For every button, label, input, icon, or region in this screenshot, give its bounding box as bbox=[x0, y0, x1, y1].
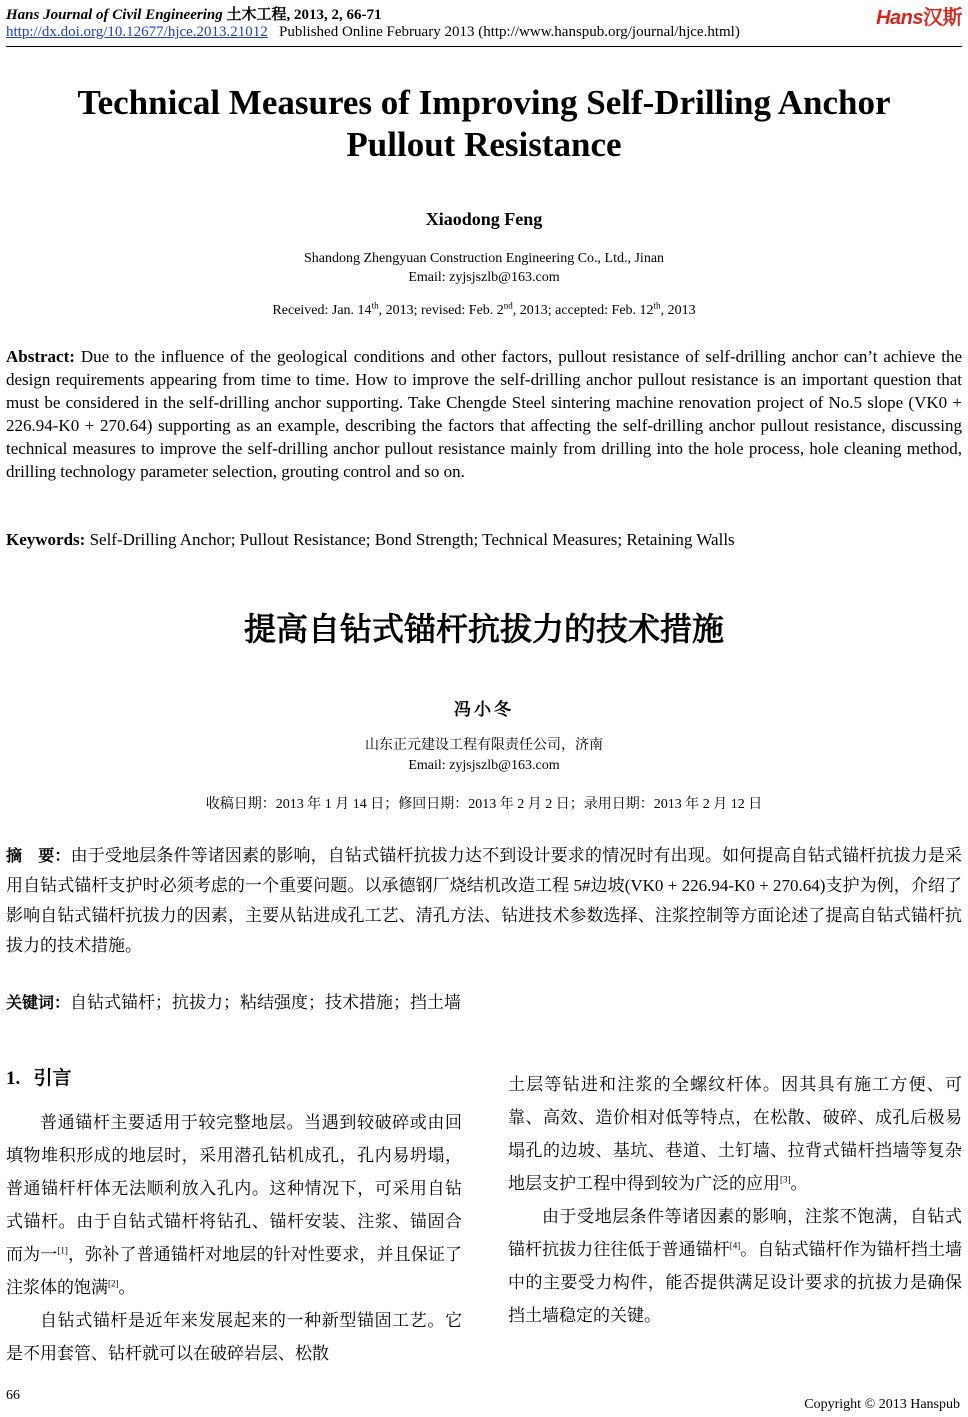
journal-header bbox=[6, 3, 381, 24]
hans-logo: Hans汉斯 bbox=[876, 7, 962, 29]
abstract-cn bbox=[6, 841, 962, 961]
paper-title-cn: 提高自钻式锚杆抗拔力的技术措施 bbox=[243, 610, 724, 648]
journal-name-cn: 土木工程 bbox=[226, 7, 287, 23]
citation-ref[interactable]: [3] bbox=[780, 1174, 791, 1185]
paragraph: 土层等钻进和注浆的全螺纹杆体。因其具有施工方便、可靠、高效、造价相对低等特点，在松散、破碎、成孔后极易塌孔的边坡、基坑、巷道、土钉墙、拉背式锚杆挡墙等复杂地层支护工程中得到较为广泛的应用[3]。 bbox=[508, 1075, 962, 1193]
body-column-right bbox=[508, 1068, 962, 1332]
journal-name: Hans Journal of Civil Engineering bbox=[6, 7, 223, 23]
keywords-cn bbox=[6, 988, 962, 1013]
header-rule bbox=[6, 46, 962, 47]
citation-ref[interactable]: [4] bbox=[729, 1240, 741, 1251]
keywords-label: Keywords: bbox=[6, 530, 86, 549]
abstract-text-cn: 由于受地层条件等诸因素的影响，自钻式锚杆抗拔力达不到设计要求的情况时有出现。如何提高自钻式锚杆抗拔力是采用自钻式锚杆支护时必须考虑的一个重要问题。以承德钢厂烧结机改造工程 5#边坡(VK0 + 226.94-K0 + 270.64)支护为例，介绍了影响自钻式锚杆抗拔力的因素，主要从钻进成孔工艺、清孔方法、钻进技术参数选择、注浆控制等方面论述了提高自钻式锚杆抗拔力的技术措施。 bbox=[6, 846, 962, 955]
journal-citation: , 2013, 2, 66-71 bbox=[286, 7, 382, 23]
publication-info bbox=[6, 24, 740, 41]
keywords-label-cn: 关键词： bbox=[6, 993, 71, 1012]
affiliation: Shandong Zhengyuan Construction Engineering Co., Ltd., Jinan Email: zyjsjszlb@163.com bbox=[0, 249, 968, 287]
citation-ref[interactable]: [2] bbox=[108, 1278, 119, 1289]
copyright: Copyright © 2013 Hanspub bbox=[804, 1397, 960, 1412]
abstract-label: Abstract: bbox=[6, 347, 75, 366]
paragraph: 普通锚杆主要适用于较完整地层。当遇到较破碎或由回填物堆积形成的地层时，采用潜孔钻机成孔，孔内易坍塌，普通锚杆杆体无法顺利放入孔内。这种情况下，可采用自钻式锚杆。由于自钻式锚杆将钻孔、锚杆安装、注浆、锚固合而为一[1]，弥补了普通锚杆对地层的针对性要求，并且保证了注浆体的饱满[2]。 bbox=[6, 1113, 463, 1297]
keywords bbox=[6, 530, 962, 550]
abstract-text: Due to the influence of the geological conditions and other factors, pullout resistance of self-drilling anchor can’t achieve the design requirements appearing from time to time. How to improve the self-drilling anchor pullout resistance is an important question that must be considered in the self-drilling anchor supporting. Take Chengde Steel sintering machine renovation project of No.5 slope (VK0 + 226.94-K0 + 270.64) supporting as an example, describing the factors that affecting the self-drilling anchor pullout resistance, discussing technical measures to improve the self-drilling anchor pullout resistance mainly from drilling into the hole process, hole cleaning method, drilling technology parameter selection, grouting control and so on. bbox=[6, 347, 962, 481]
page-number: 66 bbox=[6, 1388, 20, 1403]
paper-title: Technical Measures of Improving Self-Drilling Anchor Pullout Resistance bbox=[77, 83, 891, 164]
paragraph: 由于受地层条件等诸因素的影响，注浆不饱满，自钻式锚杆抗拔力往往低于普通锚杆[4]。自钻式锚杆作为锚杆挡土墙中的主要受力构件，能否提供满足设计要求的抗拔力是确保挡土墙稳定的关键。 bbox=[508, 1207, 962, 1325]
received-dates: Received: Jan. 14th, 2013; revised: Feb. 2nd, 2013; accepted: Feb. 12th, 2013 bbox=[272, 300, 696, 318]
author-name-cn: 冯小冬 bbox=[454, 700, 514, 719]
published-online: Published Online February 2013 (http://www.hanspub.org/journal/hjce.html) bbox=[279, 24, 740, 40]
author-email: Email: zyjsjszlb@163.com bbox=[408, 270, 560, 285]
author-email-cn: Email: zyjsjszlb@163.com bbox=[408, 758, 560, 773]
author-name: Xiaodong Feng bbox=[425, 209, 543, 229]
body-column-left bbox=[6, 1065, 462, 1370]
keywords-text-cn: 自钻式锚杆；抗拔力；粘结强度；技术措施；挡土墙 bbox=[70, 993, 462, 1012]
abstract-label-cn: 摘 要： bbox=[6, 846, 71, 865]
received-dates-cn: 收稿日期：2013 年 1 月 14 日；修回日期：2013 年 2 月 2 日；录用日期：2013 年 2 月 12 日 bbox=[205, 797, 763, 812]
citation-ref[interactable]: [1] bbox=[57, 1245, 68, 1256]
keywords-text: Self-Drilling Anchor; Pullout Resistance; Bond Strength; Technical Measures; Retaining Walls bbox=[89, 530, 735, 549]
doi-link[interactable]: http://dx.doi.org/10.12677/hjce.2013.21012 bbox=[6, 24, 268, 40]
abstract bbox=[6, 345, 962, 483]
affiliation-cn: 山东正元建设工程有限责任公司，济南 Email: zyjsjszlb@163.com bbox=[0, 736, 968, 776]
section-heading: 1. 引言 bbox=[6, 1067, 72, 1089]
paragraph: 自钻式锚杆是近年来发展起来的一种新型锚固工艺。它是不用套管、钻杆就可以在破碎岩层、松散 bbox=[6, 1311, 462, 1363]
